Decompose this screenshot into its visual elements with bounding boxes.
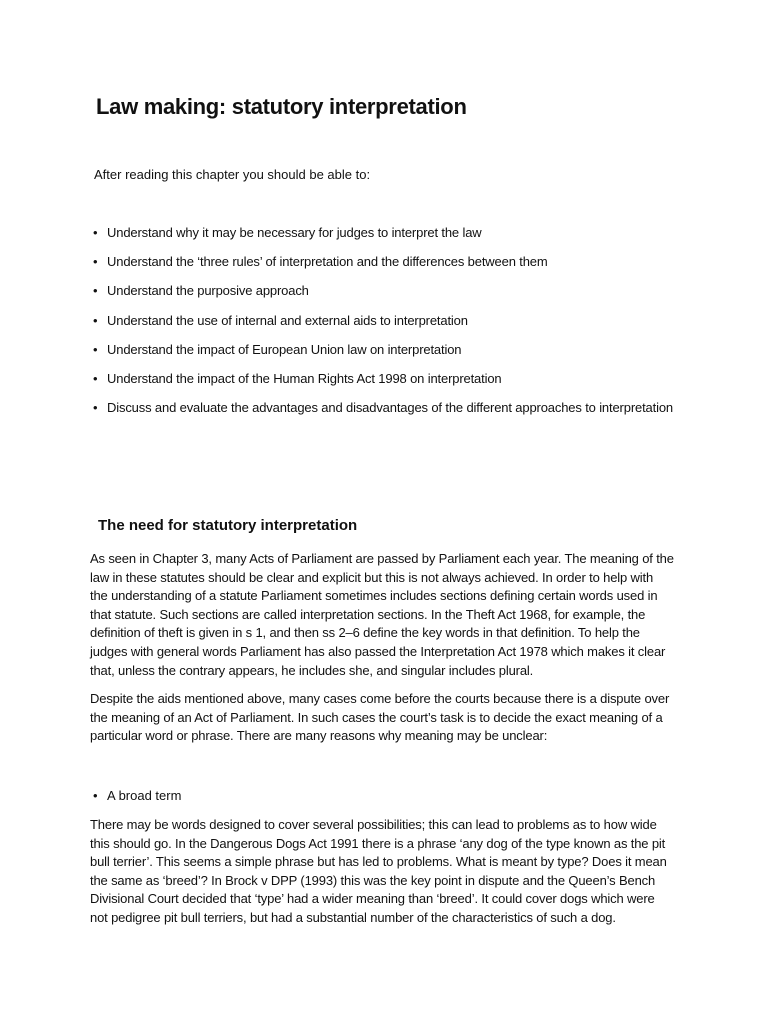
paragraph-line: that, unless the contrary appears, he includes she, and singular includes plural.	[90, 662, 534, 678]
page-title: Law making: statutory interpretation	[96, 94, 467, 119]
list-item	[93, 224, 673, 253]
paragraph-dispute-over-meaning	[90, 690, 680, 746]
paragraph-line: the meaning of an Act of Parliament. In such cases the court’s task is to decide the exact meaning of a	[90, 709, 663, 725]
list-item	[93, 370, 673, 399]
list-item	[93, 253, 673, 282]
bullet-icon: •	[93, 370, 98, 386]
paragraph-line: bull terrier’. This seems a simple phrase but has led to problems. What is meant by type? Does it mean	[90, 854, 667, 870]
paragraph-need-for-interpretation	[90, 550, 680, 680]
intro-text: After reading this chapter you should be able to:	[94, 167, 371, 182]
list-item	[93, 282, 673, 311]
paragraph-line: not pedigree pit bull terriers, but had a substantial number of the characteristics of such a dog.	[90, 909, 616, 925]
bullet-icon: •	[93, 283, 98, 299]
paragraph-line: There may be words designed to cover several possibilities; this can lead to problems as to how wide	[90, 817, 657, 832]
section-heading: The need for statutory interpretation	[98, 517, 358, 534]
objectives-list	[93, 224, 673, 428]
paragraph-line: As seen in Chapter 3, many Acts of Parliament are passed by Parliament each year. The meaning of the	[90, 551, 674, 566]
bullet-icon: •	[93, 400, 98, 416]
paragraph-line: this should go. In the Dangerous Dogs Act 1991 there is a phrase ‘any dog of the type known as the pit	[90, 835, 666, 851]
list-item	[93, 312, 673, 341]
list-item-text: A broad term	[107, 788, 182, 803]
paragraph-broad-term	[90, 816, 680, 928]
list-item-text: Understand the ‘three rules’ of interpretation and the differences between them	[107, 254, 548, 270]
paragraph-line: Divisional Court decided that ‘type’ had a wider meaning than ‘breed’. It could cover dogs which were	[90, 891, 655, 907]
paragraph-line: Despite the aids mentioned above, many cases come before the courts because there is a dispute over	[90, 691, 670, 706]
paragraph-line: particular word or phrase. There are many reasons why meaning may be unclear:	[90, 728, 548, 744]
list-item-text: Understand why it may be necessary for judges to interpret the law	[107, 225, 482, 240]
bullet-icon: •	[93, 225, 98, 240]
paragraph-line: law in these statutes should be clear and explicit but this is not always achieved. In order to help with	[90, 569, 654, 585]
paragraph-line: judges with general words Parliament has also passed the Interpretation Act 1978 which makes it clear	[90, 643, 666, 659]
paragraph-line: the understanding of a statute Parliament sometimes includes sections defining certain words used in	[90, 588, 658, 604]
list-item-text: Understand the impact of the Human Rights Act 1998 on interpretation	[107, 370, 502, 386]
list-item-text: Understand the use of internal and external aids to interpretation	[107, 312, 468, 328]
list-item	[93, 399, 673, 428]
bullet-icon: •	[93, 788, 98, 803]
list-item-text: Discuss and evaluate the advantages and disadvantages of the different approaches to interpretation	[107, 400, 673, 416]
list-item	[93, 341, 673, 370]
bullet-icon: •	[93, 254, 98, 270]
list-item-text: Understand the impact of European Union law on interpretation	[107, 341, 462, 357]
bullet-icon: •	[93, 312, 98, 328]
paragraph-line: that statute. Such sections are called interpretation sections. In the Theft Act 1968, for example, the	[90, 606, 646, 622]
list-item	[93, 787, 181, 805]
paragraph-line: the same as ‘breed’? In Brock v DPP (1993) this was the key point in dispute and the Queen’s Bench	[90, 872, 656, 888]
reasons-list	[93, 787, 181, 805]
bullet-icon: •	[93, 341, 98, 357]
list-item-text: Understand the purposive approach	[107, 283, 309, 299]
paragraph-line: definition of theft is given in s 1, and then ss 2–6 define the key words in that definition. To help the	[90, 625, 640, 641]
